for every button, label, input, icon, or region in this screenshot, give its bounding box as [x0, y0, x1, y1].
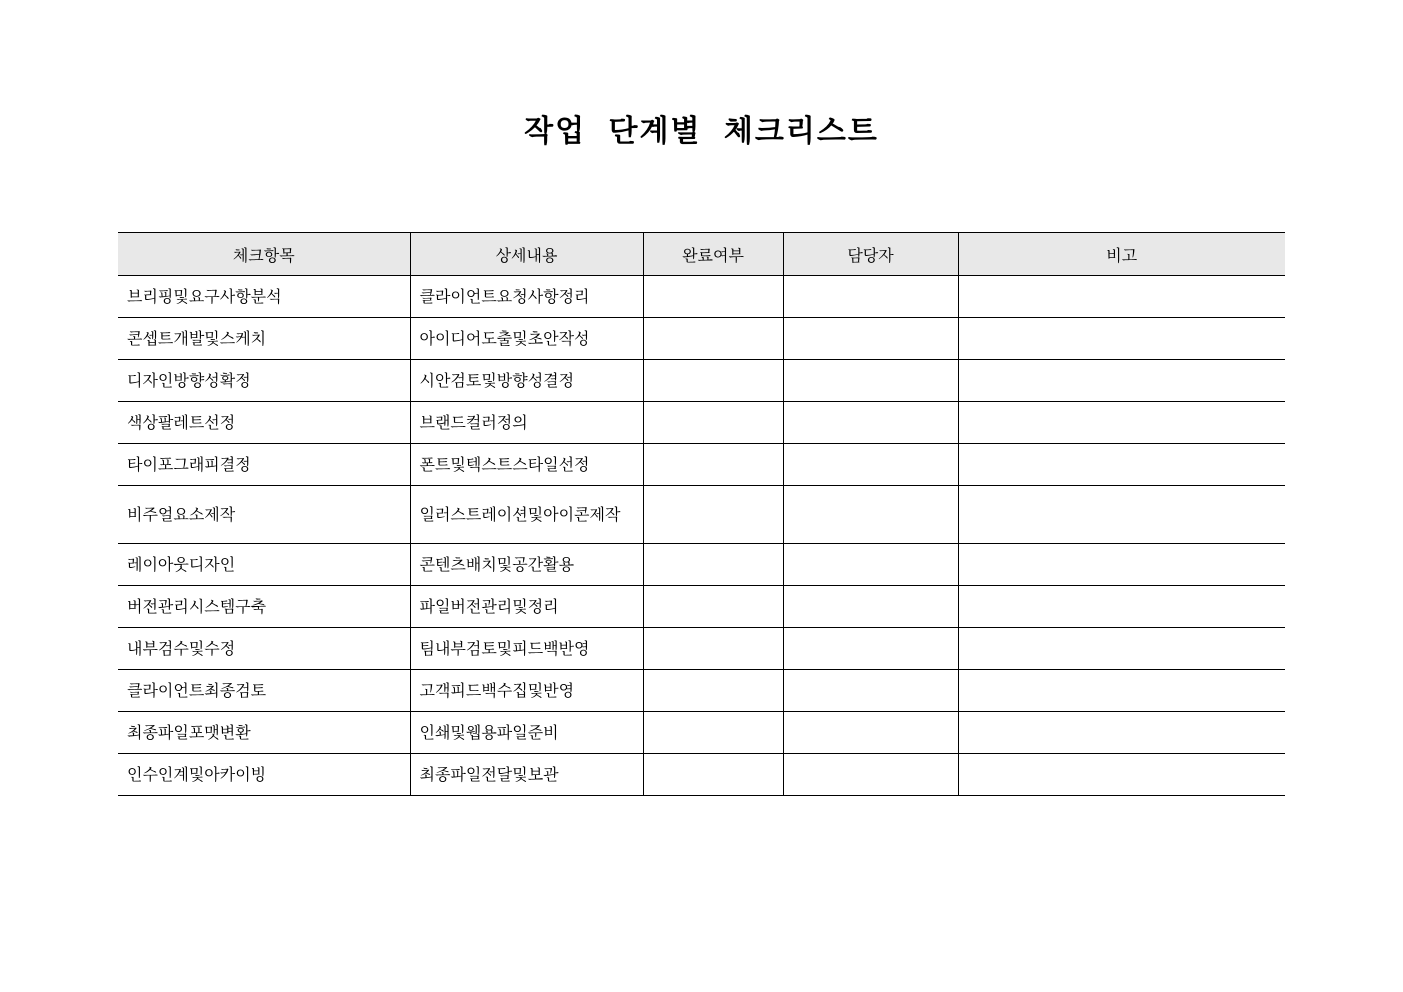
column-header-note: 비고	[958, 233, 1285, 276]
header-row	[118, 233, 1285, 276]
check-item-cell: 디자인방향성확정	[118, 360, 410, 402]
done-cell[interactable]	[643, 276, 783, 318]
checklist-table	[118, 232, 1285, 796]
done-cell[interactable]	[643, 670, 783, 712]
table-row	[118, 544, 1285, 586]
note-cell[interactable]	[958, 402, 1285, 444]
table-row	[118, 670, 1285, 712]
detail-cell: 파일버전관리및정리	[410, 586, 643, 628]
detail-cell: 일러스트레이션및아이콘제작	[410, 486, 643, 544]
owner-cell[interactable]	[783, 544, 958, 586]
table-row	[118, 486, 1285, 544]
note-cell[interactable]	[958, 276, 1285, 318]
check-item-cell: 최종파일포맷변환	[118, 712, 410, 754]
owner-cell[interactable]	[783, 712, 958, 754]
column-header-owner: 담당자	[783, 233, 958, 276]
done-cell[interactable]	[643, 754, 783, 796]
owner-cell[interactable]	[783, 586, 958, 628]
owner-cell[interactable]	[783, 360, 958, 402]
detail-cell: 인쇄및웹용파일준비	[410, 712, 643, 754]
check-item-cell: 비주얼요소제작	[118, 486, 410, 544]
check-item-cell: 클라이언트최종검토	[118, 670, 410, 712]
done-cell[interactable]	[643, 544, 783, 586]
done-cell[interactable]	[643, 586, 783, 628]
check-item-cell: 브리핑및요구사항분석	[118, 276, 410, 318]
done-cell[interactable]	[643, 360, 783, 402]
note-cell[interactable]	[958, 360, 1285, 402]
check-item-cell: 인수인계및아카이빙	[118, 754, 410, 796]
done-cell[interactable]	[643, 402, 783, 444]
owner-cell[interactable]	[783, 276, 958, 318]
table-row	[118, 628, 1285, 670]
detail-cell: 브랜드컬러정의	[410, 402, 643, 444]
table-row	[118, 754, 1285, 796]
detail-cell: 콘텐츠배치및공간활용	[410, 544, 643, 586]
detail-cell: 시안검토및방향성결정	[410, 360, 643, 402]
column-header-done: 완료여부	[643, 233, 783, 276]
owner-cell[interactable]	[783, 486, 958, 544]
done-cell[interactable]	[643, 628, 783, 670]
column-header-check-item: 체크항목	[118, 233, 410, 276]
done-cell[interactable]	[643, 486, 783, 544]
table-row	[118, 444, 1285, 486]
note-cell[interactable]	[958, 318, 1285, 360]
detail-cell: 최종파일전달및보관	[410, 754, 643, 796]
table-row	[118, 586, 1285, 628]
owner-cell[interactable]	[783, 444, 958, 486]
note-cell[interactable]	[958, 754, 1285, 796]
table-row	[118, 712, 1285, 754]
detail-cell: 폰트및텍스트스타일선정	[410, 444, 643, 486]
check-item-cell: 콘셉트개발및스케치	[118, 318, 410, 360]
note-cell[interactable]	[958, 586, 1285, 628]
owner-cell[interactable]	[783, 318, 958, 360]
note-cell[interactable]	[958, 670, 1285, 712]
done-cell[interactable]	[643, 444, 783, 486]
check-item-cell: 레이아웃디자인	[118, 544, 410, 586]
note-cell[interactable]	[958, 544, 1285, 586]
owner-cell[interactable]	[783, 670, 958, 712]
check-item-cell: 타이포그래피결정	[118, 444, 410, 486]
detail-cell: 아이디어도출및초안작성	[410, 318, 643, 360]
check-item-cell: 내부검수및수정	[118, 628, 410, 670]
detail-cell: 팀내부검토및피드백반영	[410, 628, 643, 670]
page-title: 작업 단계별 체크리스트	[524, 114, 879, 149]
column-header-detail: 상세내용	[410, 233, 643, 276]
check-item-cell: 색상팔레트선정	[118, 402, 410, 444]
table-row	[118, 276, 1285, 318]
owner-cell[interactable]	[783, 402, 958, 444]
check-item-cell: 버전관리시스템구축	[118, 586, 410, 628]
table-row	[118, 318, 1285, 360]
done-cell[interactable]	[643, 712, 783, 754]
owner-cell[interactable]	[783, 754, 958, 796]
note-cell[interactable]	[958, 712, 1285, 754]
owner-cell[interactable]	[783, 628, 958, 670]
note-cell[interactable]	[958, 486, 1285, 544]
done-cell[interactable]	[643, 318, 783, 360]
detail-cell: 고객피드백수집및반영	[410, 670, 643, 712]
table-row	[118, 402, 1285, 444]
table-row	[118, 360, 1285, 402]
note-cell[interactable]	[958, 444, 1285, 486]
detail-cell: 클라이언트요청사항정리	[410, 276, 643, 318]
note-cell[interactable]	[958, 628, 1285, 670]
